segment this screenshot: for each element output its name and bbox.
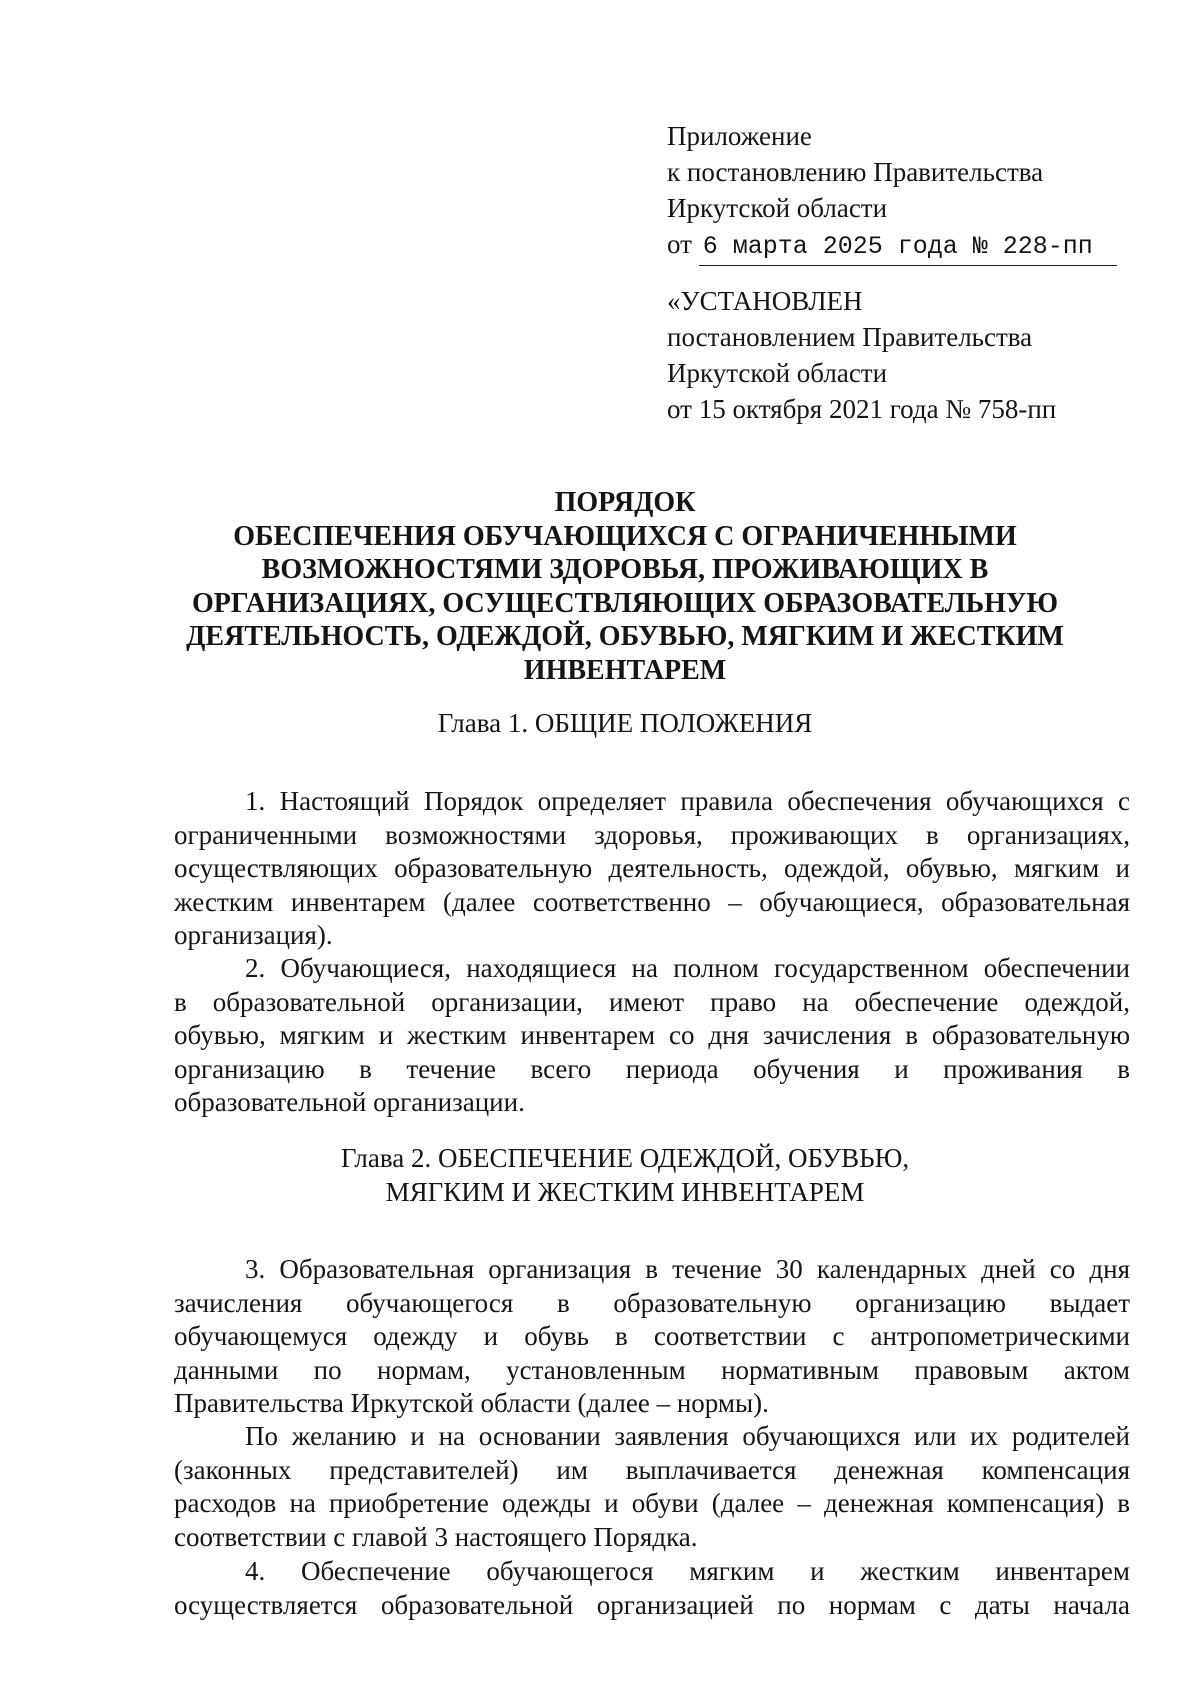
paragraph-line: зачисления обучающегося в образовательную организацию выдает <box>174 1287 1130 1318</box>
paragraph-line: образовательной организации. <box>174 1087 525 1117</box>
annex-date-value: 6 марта 2025 года № 228-пп <box>699 229 1117 266</box>
paragraph-line: жестким инвентарем (далее соответственно – обучающиеся, образовательная <box>174 886 1130 917</box>
paragraph-line: (законных представителей) им выплачивается денежная компенсация <box>174 1454 1130 1485</box>
paragraph-line: расходов на приобретение одежды и обуви (далее – денежная компенсация) в <box>174 1488 1130 1518</box>
annex-line: Приложение <box>667 121 812 151</box>
paragraph-line: соответствии с главой 3 настоящего Порядка. <box>174 1521 698 1552</box>
annex-line: к постановлению Правительства <box>667 157 1044 187</box>
chapter-heading-line: МЯГКИМ И ЖЕСТКИМ ИНВЕНТАРЕМ <box>385 1177 865 1207</box>
paragraph-line: обувью, мягким и жестким инвентарем со дня зачисления в образовательную <box>174 1020 1130 1050</box>
title-line: ДЕЯТЕЛЬНОСТЬ, ОДЕЖДОЙ, ОБУВЬЮ, МЯГКИМ И ЖЕСТКИМ <box>186 621 1064 652</box>
chapter-heading-line: Глава 2. ОБЕСПЕЧЕНИЕ ОДЕЖДОЙ, ОБУВЬЮ, <box>340 1143 910 1173</box>
paragraph-line: По желанию и на основании заявления обучающихся или их родителей <box>245 1421 1130 1451</box>
paragraph-line: обучающемуся одежду и обувь в соответствии с антропометрическими <box>174 1321 1130 1351</box>
paragraph-1 <box>174 785 1130 953</box>
paragraph-line: 3. Образовательная организация в течение 30 календарных дней со дня <box>245 1254 1130 1284</box>
paragraph-line: организация). <box>174 920 333 950</box>
paragraph-line: Правительства Иркутской области (далее – нормы). <box>174 1388 769 1418</box>
established-line: «УСТАНОВЛЕН <box>667 286 863 316</box>
annex-block <box>667 118 1137 266</box>
document-title <box>150 486 1100 687</box>
paragraph-5 <box>174 1555 1130 1622</box>
paragraph-2 <box>174 952 1130 1120</box>
paragraph-line: 1. Настоящий Порядок определяет правила обеспечения обучающихся с <box>245 786 1130 816</box>
annex-line: Иркутской области <box>667 193 888 223</box>
title-line: ОРГАНИЗАЦИЯХ, ОСУЩЕСТВЛЯЮЩИХ ОБРАЗОВАТЕЛЬНУЮ <box>191 587 1059 619</box>
paragraph-line: ограниченными возможностями здоровья, проживающих в организациях, <box>174 819 1130 850</box>
paragraph-line: в образовательной организации, имеют право на обеспечение одеждой, <box>174 986 1130 1017</box>
established-line: от 15 октября 2021 года № 758-пп <box>667 394 1057 424</box>
paragraph-line: данными по нормам, установленным нормативным правовым актом <box>174 1354 1130 1385</box>
established-block <box>667 283 1137 427</box>
paragraph-3 <box>174 1253 1130 1421</box>
paragraph-4 <box>174 1420 1130 1554</box>
paragraph-line: 2. Обучающиеся, находящиеся на полном государственном обеспечении <box>245 953 1130 983</box>
title-line: ПОРЯДОК <box>554 487 696 518</box>
established-line: Иркутской области <box>667 358 888 388</box>
chapter-2-heading <box>150 1141 1100 1209</box>
paragraph-line: осуществляющих образовательную деятельность, одеждой, обувью, мягким и <box>174 853 1130 883</box>
title-line: ОБЕСПЕЧЕНИЯ ОБУЧАЮЩИХСЯ С ОГРАНИЧЕННЫМИ <box>233 520 1017 552</box>
established-line: постановлением Правительства <box>667 322 1033 352</box>
chapter-1-heading <box>150 706 1100 740</box>
paragraph-line: 4. Обеспечение обучающегося мягким и жестким инвентарем <box>245 1556 1130 1586</box>
chapter-heading-line: Глава 1. ОБЩИЕ ПОЛОЖЕНИЯ <box>437 708 813 738</box>
paragraph-line: организацию в течение всего периода обучения и проживания в <box>174 1053 1130 1084</box>
annex-date-prefix: от <box>667 229 692 259</box>
annex-date-line <box>667 226 1137 266</box>
title-line: ВОЗМОЖНОСТЯМИ ЗДОРОВЬЯ, ПРОЖИВАЮЩИХ В <box>261 554 989 585</box>
paragraph-line: осуществляется образовательной организацией по нормам с даты начала <box>174 1589 1130 1620</box>
title-line: ИНВЕНТАРЕМ <box>523 654 727 686</box>
